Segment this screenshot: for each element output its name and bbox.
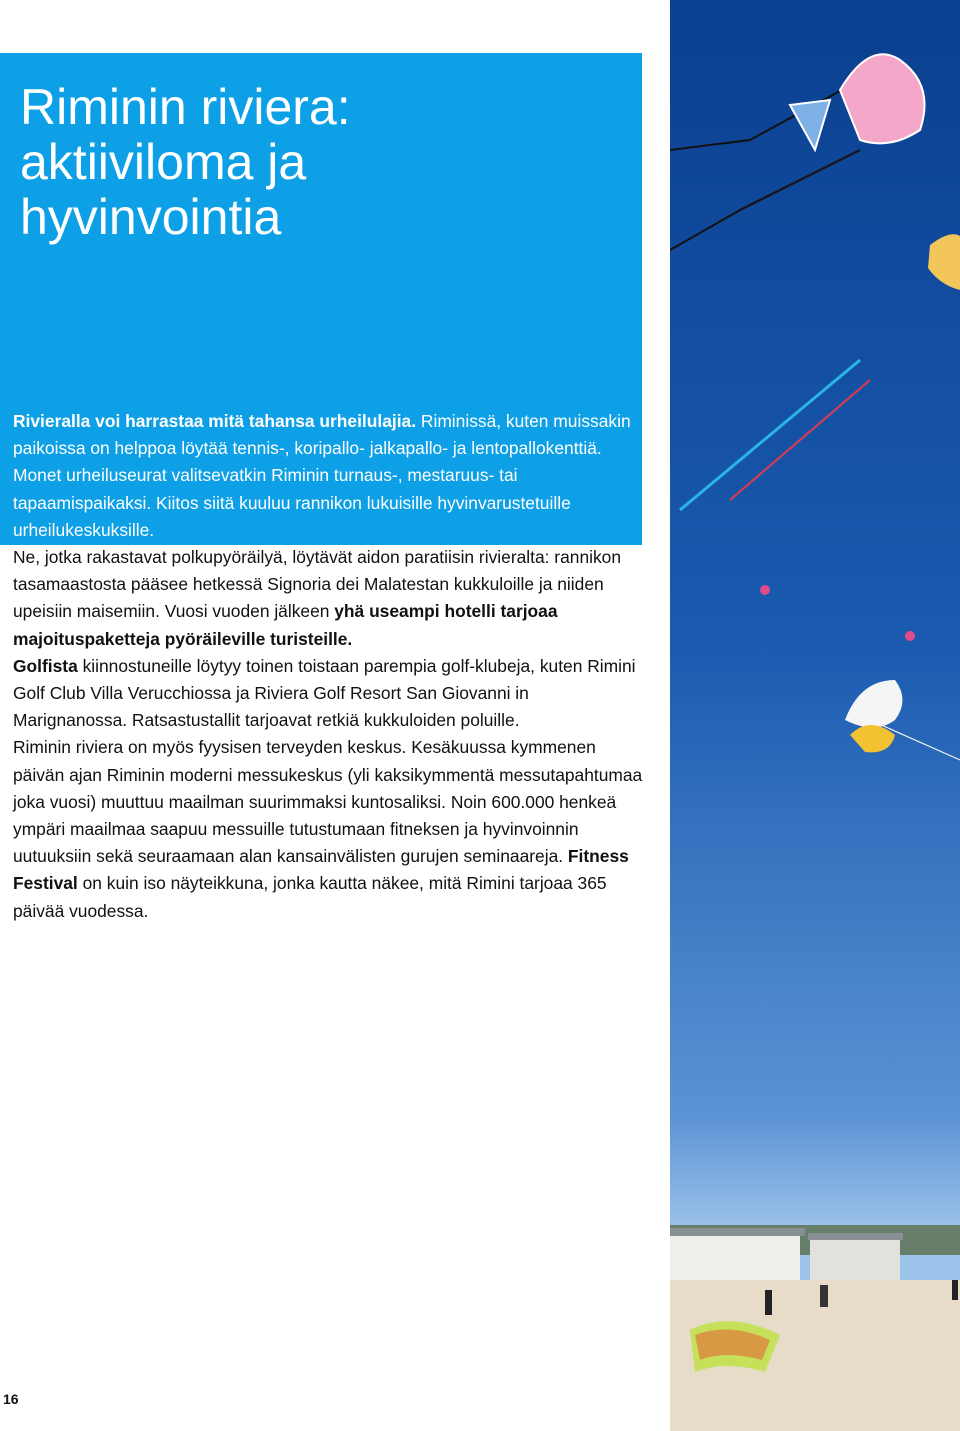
fitness-festival-highlight: Fitness Festival <box>13 846 629 894</box>
person <box>820 1285 828 1307</box>
intro-paragraph <box>13 408 643 544</box>
page-number: 16 <box>3 1391 19 1407</box>
cycling-paragraph <box>13 544 643 653</box>
kite <box>905 631 915 641</box>
building <box>670 1235 800 1280</box>
intro-text: Riminissä, kuten muissakin paikoissa on helppoa löytää tennis-, koripallo- jalkapallo- ja lentopallokenttiä. Monet urheiluseurat valitsevatkin Riminin turnaus-, mestaruus- tai tapaamispaikaksi. Kiitos siitä kuuluu rannikon lukuisille hyvinvarustetuille urheilukeskuksille. <box>13 411 631 540</box>
article-body <box>13 408 643 925</box>
title-line-3: hyvinvointia <box>20 189 282 245</box>
cycling-text: Ne, jotka rakastavat polkupyöräilyä, löytävät aidon paratiisin rivieralta: rannikon tasamaastosta pääsee hetkessä Signoria dei Malatestan kukkuloille ja niiden upeisiin maisemiin. Vuosi vuoden jälkeen <box>13 547 622 622</box>
health-text: Riminin riviera on myös fyysisen terveyden keskus. Kesäkuussa kymmenen päivän ajan Riminin moderni messukeskus (yli kaksikymmentä messutapahtumaa joka vuosi) muuttuu maailman suurimmaksi kuntosaliksi. Noin 600.000 henkeä ympäri maailmaa saapuu messuille tutustumaan fitneksen ja hyvinvoinnin uutuuksiin sekä seuraamaan alan kansainvälisten gurujen seminaareja. <box>13 737 643 867</box>
golf-lead: Golfista <box>13 655 78 676</box>
title-line-2: aktiiviloma ja <box>20 134 307 190</box>
cycling-highlight: yhä useampi hotelli tarjoaa majoituspaketteja pyöräileville turisteille. <box>13 601 558 649</box>
health-text-end: on kuin iso näyteikkuna, jonka kautta näkee, mitä Rimini tarjoaa 365 päivää vuodessa. <box>13 873 607 921</box>
sky <box>670 0 960 1431</box>
building <box>810 1240 900 1280</box>
health-paragraph <box>13 734 643 924</box>
building-roof <box>808 1233 903 1240</box>
page-title <box>20 80 351 245</box>
kite <box>760 585 770 595</box>
person <box>952 1280 958 1300</box>
person <box>765 1290 772 1315</box>
golf-paragraph <box>13 653 643 735</box>
building-roof <box>670 1228 805 1236</box>
kites-beach-photo <box>670 0 960 1431</box>
intro-lead: Rivieralla voi harrastaa mitä tahansa urheilulajia. <box>13 411 417 431</box>
title-line-1: Riminin riviera: <box>20 79 351 135</box>
golf-text: kiinnostuneille löytyy toinen toistaan parempia golf-klubeja, kuten Rimini Golf Club Villa Verucchiossa ja Riviera Golf Resort San Giovanni in Marignanossa. Ratsastustallit tarjoavat retkiä kukkuloiden poluille. <box>13 655 636 731</box>
